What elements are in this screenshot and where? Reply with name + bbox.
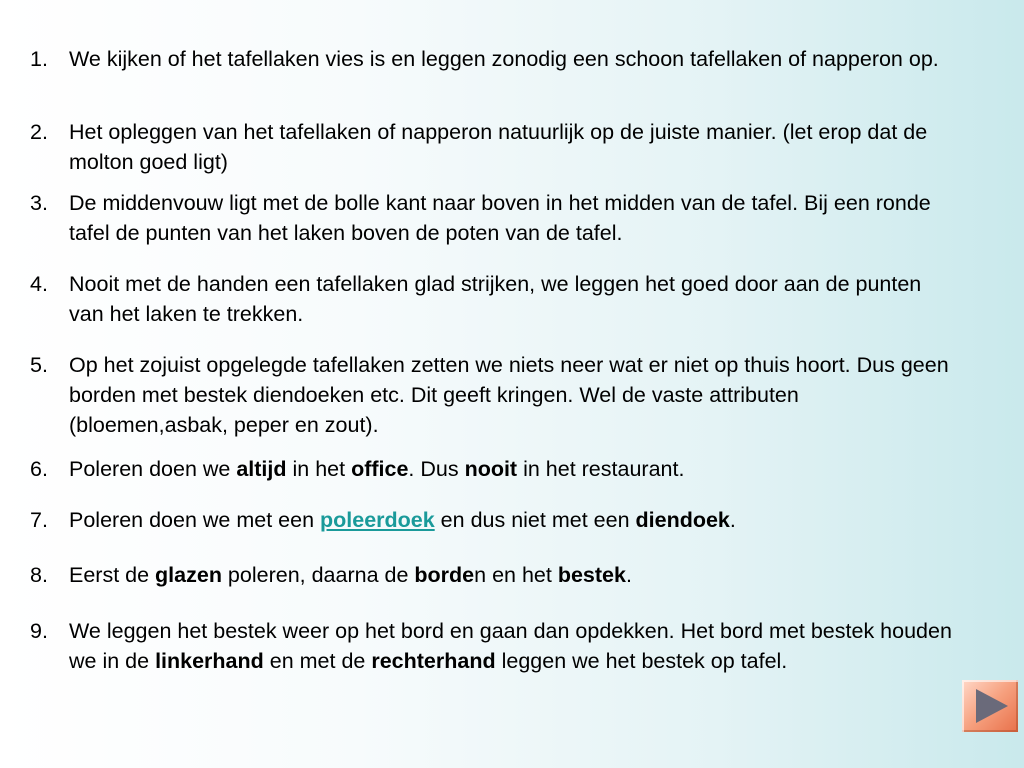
item-text: Op het zojuist opgelegde tafellaken zetten we niets neer wat er niet op thuis hoort. Dus geen borden met bestek diendoeken etc. Dit geeft kringen. Wel de vaste attributen (bloemen,asbak, peper en zout). [69, 353, 949, 437]
next-slide-button[interactable] [962, 680, 1018, 732]
emphasis: nooit [464, 457, 518, 481]
item-number: 1. [30, 47, 48, 71]
emphasis: office [351, 457, 409, 481]
item-number: 6. [30, 457, 48, 481]
item-text: Eerst de glazen poleren, daarna de borden en het bestek. [69, 563, 632, 587]
item-number: 7. [30, 508, 48, 532]
emphasis: borde [414, 563, 475, 587]
item-number: 8. [30, 563, 48, 587]
item-number: 9. [30, 619, 48, 643]
emphasis: glazen [155, 563, 222, 587]
item-text: Het opleggen van het tafellaken of napperon natuurlijk op de juiste manier. (let erop dat de molton goed ligt) [69, 120, 928, 174]
emphasis: rechterhand [371, 649, 496, 673]
item-number: 4. [30, 272, 48, 296]
emphasis: diendoek [635, 508, 730, 532]
item-text: De middenvouw ligt met de bolle kant naar boven in het midden van de tafel. Bij een ronde tafel de punten van het laken boven de poten van de tafel. [69, 191, 931, 245]
emphasis: linkerhand [155, 649, 264, 673]
emphasis: altijd [236, 457, 287, 481]
item-text: Poleren doen we met een poleerdoek en dus niet met een diendoek. [69, 508, 736, 532]
item-text: We leggen het bestek weer op het bord en gaan dan opdekken. Het bord met bestek houden we in de linkerhand en met de rechterhand leggen we het bestek op tafel. [69, 619, 952, 673]
item-text: Nooit met de handen een tafellaken glad strijken, we leggen het goed door aan de punten van het laken te trekken. [69, 272, 922, 326]
emphasis: bestek [557, 563, 626, 587]
play-triangle-icon [962, 680, 1018, 732]
item-text: Poleren doen we altijd in het office. Dus nooit in het restaurant. [69, 457, 685, 481]
item-number: 5. [30, 353, 48, 377]
item-number: 2. [30, 120, 48, 144]
item-text: We kijken of het tafellaken vies is en leggen zonodig een schoon tafellaken of napperon op. [69, 47, 939, 71]
item-number: 3. [30, 191, 48, 215]
poleerdoek-link[interactable]: poleerdoek [320, 508, 435, 532]
